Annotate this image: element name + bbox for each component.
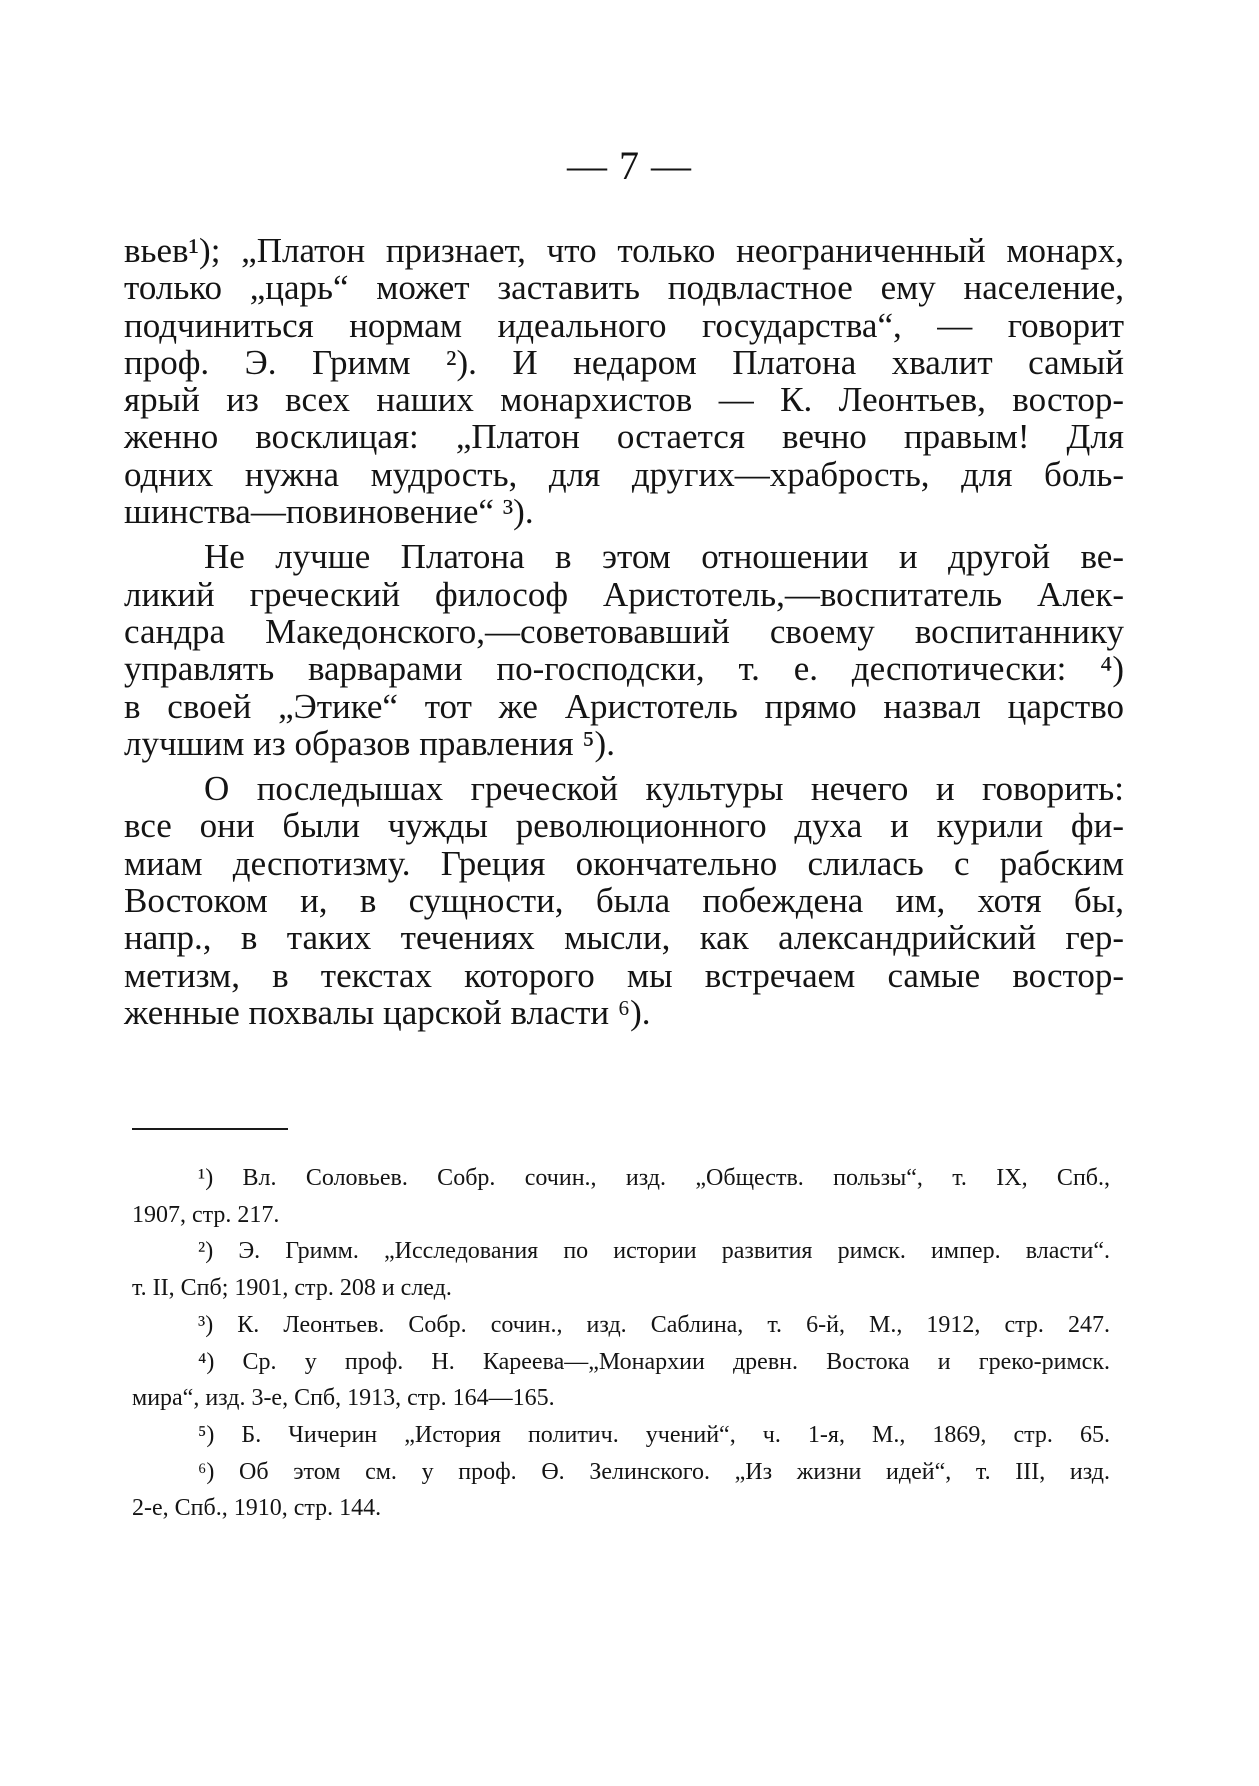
page-number: — 7 — bbox=[567, 143, 692, 188]
footnote-1 bbox=[132, 1160, 1110, 1233]
paragraph-3 bbox=[124, 770, 1124, 1031]
footnote-line: ⁴) Ср. у проф. Н. Кареева—„Монархии древн. Востока и греко-римск. bbox=[198, 1348, 1110, 1375]
text-line: лучшим из образов правления ⁵). bbox=[124, 723, 615, 763]
paragraph-2 bbox=[124, 538, 1124, 762]
footnote-2 bbox=[132, 1233, 1110, 1306]
paragraph-1 bbox=[124, 232, 1124, 530]
text-line: женные похвалы царской власти ⁶). bbox=[124, 992, 651, 1032]
footnote-line: ⁶) Об этом см. у проф. Ө. Зелинского. „Из жизни идей“, т. III, изд. bbox=[198, 1458, 1110, 1485]
footnote-line: 1907, стр. 217. bbox=[132, 1201, 280, 1228]
footnote-line: ²) Э. Гримм. „Исследования по истории развития римск. импер. власти“. bbox=[198, 1238, 1110, 1265]
footnote-6 bbox=[132, 1454, 1110, 1527]
text-line: сандра Македонского,—советовавший своему воспитаннику bbox=[124, 611, 1124, 651]
text-line: только „царь“ может заставить подвластное ему население, bbox=[124, 268, 1124, 308]
footnote-divider bbox=[132, 1128, 288, 1130]
text-line: метизм, в текстах которого мы встречаем самые востор- bbox=[124, 955, 1124, 995]
text-line: шинства—повиновение“ ³). bbox=[124, 492, 534, 532]
text-line: О последышах греческой культуры нечего и говорить: bbox=[204, 769, 1124, 809]
footnote-line: ¹) Вл. Соловьев. Собр. сочин., изд. „Обществ. пользы“, т. IX, Спб., bbox=[198, 1165, 1110, 1191]
text-line: Востоком и, в сущности, была побеждена им, хотя бы, bbox=[124, 881, 1124, 921]
text-line: в своей „Этике“ тот же Аристотель прямо назвал царство bbox=[124, 686, 1124, 726]
text-line: все они были чужды революционного духа и курили фи- bbox=[124, 806, 1124, 846]
text-line: одних нужна мудрость, для других—храбрость, для боль- bbox=[124, 454, 1124, 494]
text-line: напр., в таких течениях мысли, как александрийский гер- bbox=[124, 918, 1124, 958]
footnote-line: мира“, изд. 3-е, Спб, 1913, стр. 164—165. bbox=[132, 1385, 555, 1412]
text-line: управлять варварами по-господски, т. е. деспотически: ⁴) bbox=[124, 649, 1124, 689]
footnote-4 bbox=[132, 1344, 1110, 1417]
footnote-line: ⁵) Б. Чичерин „История политич. учений“, ч. 1-я, М., 1869, стр. 65. bbox=[198, 1421, 1110, 1448]
text-line: ликий греческий философ Аристотель,—воспитатель Алек- bbox=[124, 574, 1124, 614]
text-line: Не лучше Платона в этом отношении и другой ве- bbox=[204, 537, 1124, 577]
footnote-line: т. II, Спб; 1901, стр. 208 и след. bbox=[132, 1275, 452, 1302]
footnote-5 bbox=[132, 1417, 1110, 1454]
footnote-3 bbox=[132, 1307, 1110, 1344]
text-line: проф. Э. Гримм ²). И недаром Платона хвалит самый bbox=[124, 342, 1124, 382]
footnote-line: 2-е, Спб., 1910, стр. 144. bbox=[132, 1495, 382, 1522]
footnotes bbox=[132, 1160, 1110, 1527]
text-line: ярый из всех наших монархистов — К. Леонтьев, востор- bbox=[124, 380, 1124, 420]
text-line: миам деспотизму. Греция окончательно слилась с рабским bbox=[124, 843, 1124, 883]
text-line: женно восклицая: „Платон остается вечно правым! Для bbox=[124, 417, 1124, 457]
text-line: подчиниться нормам идеального государства“, — говорит bbox=[124, 305, 1124, 345]
main-text bbox=[124, 232, 1124, 1039]
text-line: вьев¹); „Платон признает, что только неограниченный монарх, bbox=[124, 231, 1124, 270]
footnote-line: ³) К. Леонтьев. Собр. сочин., изд. Саблина, т. 6-й, М., 1912, стр. 247. bbox=[198, 1311, 1110, 1338]
